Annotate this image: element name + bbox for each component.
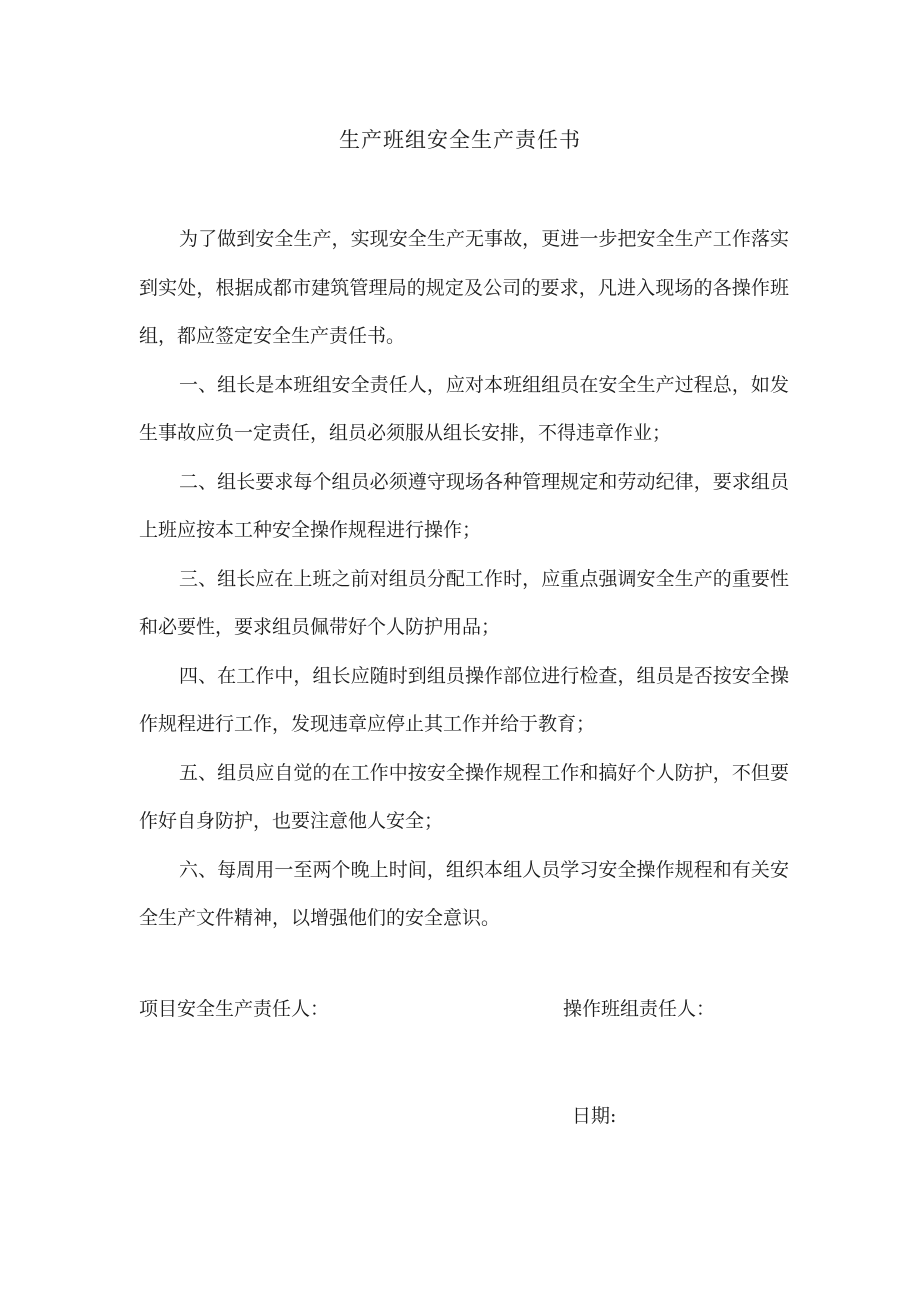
clause-1-paragraph: 一、组长是本班组安全责任人，应对本班组组员在安全生产过程总，如发生事故应负一定责任，组员必须服从组长安排，不得违章作业； bbox=[139, 373, 789, 444]
clause-3-paragraph: 三、组长应在上班之前对组员分配工作时，应重点强调安全生产的重要性和必要性，要求组员佩带好个人防护用品； bbox=[139, 567, 789, 638]
clause-5-paragraph: 五、组员应自觉的在工作中按安全操作规程工作和搞好个人防护，不但要作好自身防护，也要注意他人安全； bbox=[139, 761, 789, 832]
project-responsible-label: 项目安全生产责任人： bbox=[139, 998, 330, 1020]
document-title: 生产班组安全生产责任书 bbox=[339, 128, 581, 152]
clause-6-paragraph: 六、每周用一至两个晚上时间，组织本组人员学习安全操作规程和有关安全生产文件精神，以增强他们的安全意识。 bbox=[139, 858, 789, 929]
clause-4-paragraph: 四、在工作中，组长应随时到组员操作部位进行检查，组员是否按安全操作规程进行工作，发现违章应停止其工作并给于教育； bbox=[139, 664, 789, 735]
clause-2-paragraph: 二、组长要求每个组员必须遵守现场各种管理规定和劳动纪律，要求组员上班应按本工种安全操作规程进行操作； bbox=[139, 470, 789, 541]
intro-paragraph: 为了做到安全生产，实现安全生产无事故，更进一步把安全生产工作落实到实处，根据成都市建筑管理局的规定及公司的要求，凡进入现场的各操作班组，都应签定安全生产责任书。 bbox=[139, 228, 789, 347]
date-label: 日期: bbox=[572, 1105, 617, 1127]
team-responsible-label: 操作班组责任人： bbox=[563, 998, 716, 1020]
document-body bbox=[139, 215, 789, 943]
